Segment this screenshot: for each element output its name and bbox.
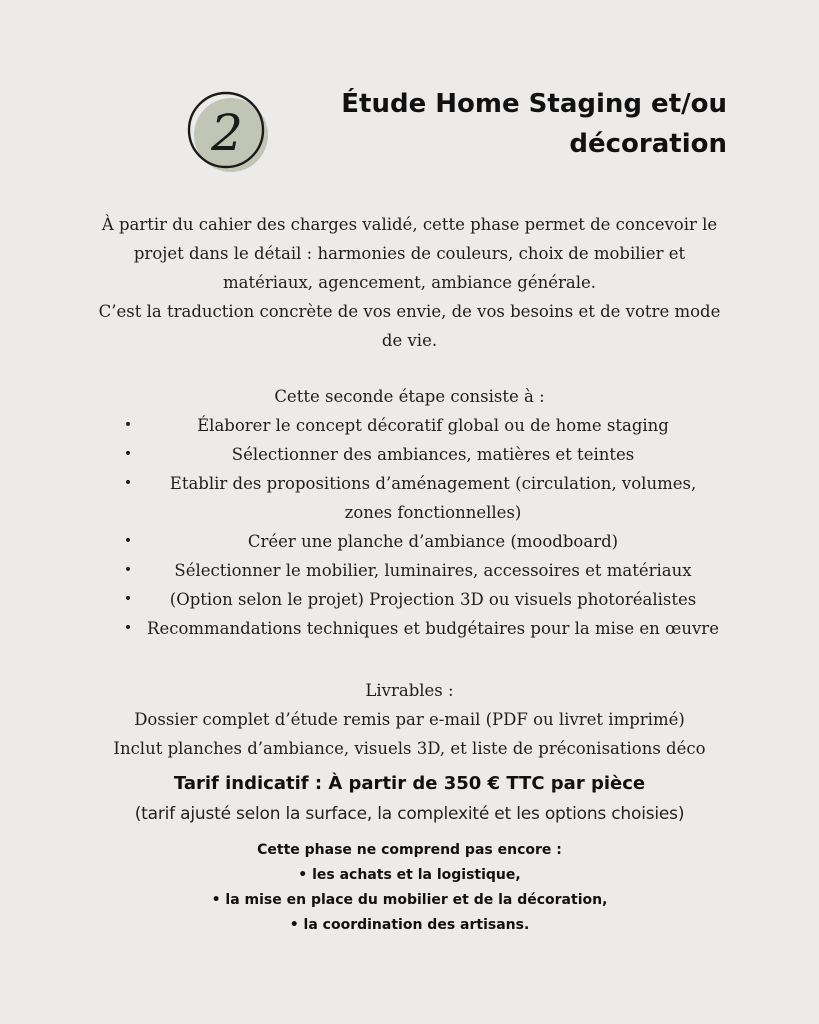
notice-item: • les achats et la logistique,: [298, 867, 521, 883]
bullet: •: [123, 591, 133, 607]
bullet: •: [123, 533, 133, 549]
bullet: •: [123, 562, 133, 578]
price-headline: Tarif indicatif : À partir de 350 € TTC par pièce: [173, 773, 646, 794]
bullet: •: [123, 417, 133, 433]
list-item-text: Créer une planche d’ambiance (moodboard): [247, 532, 619, 551]
list-item-text: (Option selon le projet) Projection 3D ou visuels photoréalistes: [169, 590, 697, 609]
intro-line: matériaux, agencement, ambiance générale.: [222, 273, 597, 292]
list-item: [96, 440, 736, 469]
bullet: •: [123, 446, 133, 462]
deliverables-heading: Livrables :: [365, 681, 454, 700]
list-item-text: Sélectionner des ambiances, matières et teintes: [231, 445, 635, 464]
list-item: [96, 469, 736, 527]
list-item-text: zones fonctionnelles): [344, 503, 522, 522]
title-line-1: Étude Home Staging et/ou: [341, 89, 727, 119]
notice-item: • la coordination des artisans.: [289, 917, 530, 933]
step-numeral: 2: [211, 104, 243, 162]
list-item: [96, 585, 736, 614]
list-item: [96, 556, 736, 585]
step-number-badge: [186, 90, 272, 176]
notice-item: • la mise en place du mobilier et de la décoration,: [211, 892, 608, 908]
intro-paragraph: [96, 210, 723, 355]
steps-heading: Cette seconde étape consiste à :: [274, 387, 545, 406]
list-item-text: Sélectionner le mobilier, luminaires, accessoires et matériaux: [174, 561, 692, 580]
notice-heading: Cette phase ne comprend pas encore :: [257, 842, 562, 858]
intro-line: À partir du cahier des charges validé, cette phase permet de concevoir le: [101, 215, 718, 234]
list-item-text: Recommandations techniques et budgétaires pour la mise en œuvre: [147, 619, 719, 638]
price-note: (tarif ajusté selon la surface, la complexité et les options choisies): [134, 804, 685, 824]
intro-line: projet dans le détail : harmonies de couleurs, choix de mobilier et: [133, 244, 686, 263]
list-item: [96, 527, 736, 556]
deliverables-line: Dossier complet d’étude remis par e-mail (PDF ou livret imprimé): [134, 710, 685, 729]
intro-line: C’est la traduction concrète de vos envie, de vos besoins et de votre mode: [98, 302, 721, 321]
pricing-section: [40, 769, 779, 829]
intro-line: de vie.: [381, 331, 438, 350]
steps-list: [96, 411, 736, 643]
deliverables-line: Inclut planches d’ambiance, visuels 3D, et liste de préconisations déco: [113, 739, 706, 758]
list-item-text: Etablir des propositions d’aménagement (circulation, volumes,: [169, 474, 697, 493]
list-item: [96, 411, 736, 440]
bullet: •: [123, 475, 133, 491]
exclusions-notice: [60, 838, 759, 938]
bullet: •: [123, 620, 133, 636]
title-line-2: décoration: [569, 129, 727, 159]
list-item-text: Élaborer le concept décoratif global ou de home staging: [197, 416, 669, 435]
list-item: [96, 614, 736, 643]
deliverables-section: [96, 676, 723, 763]
page-title: [267, 84, 727, 164]
